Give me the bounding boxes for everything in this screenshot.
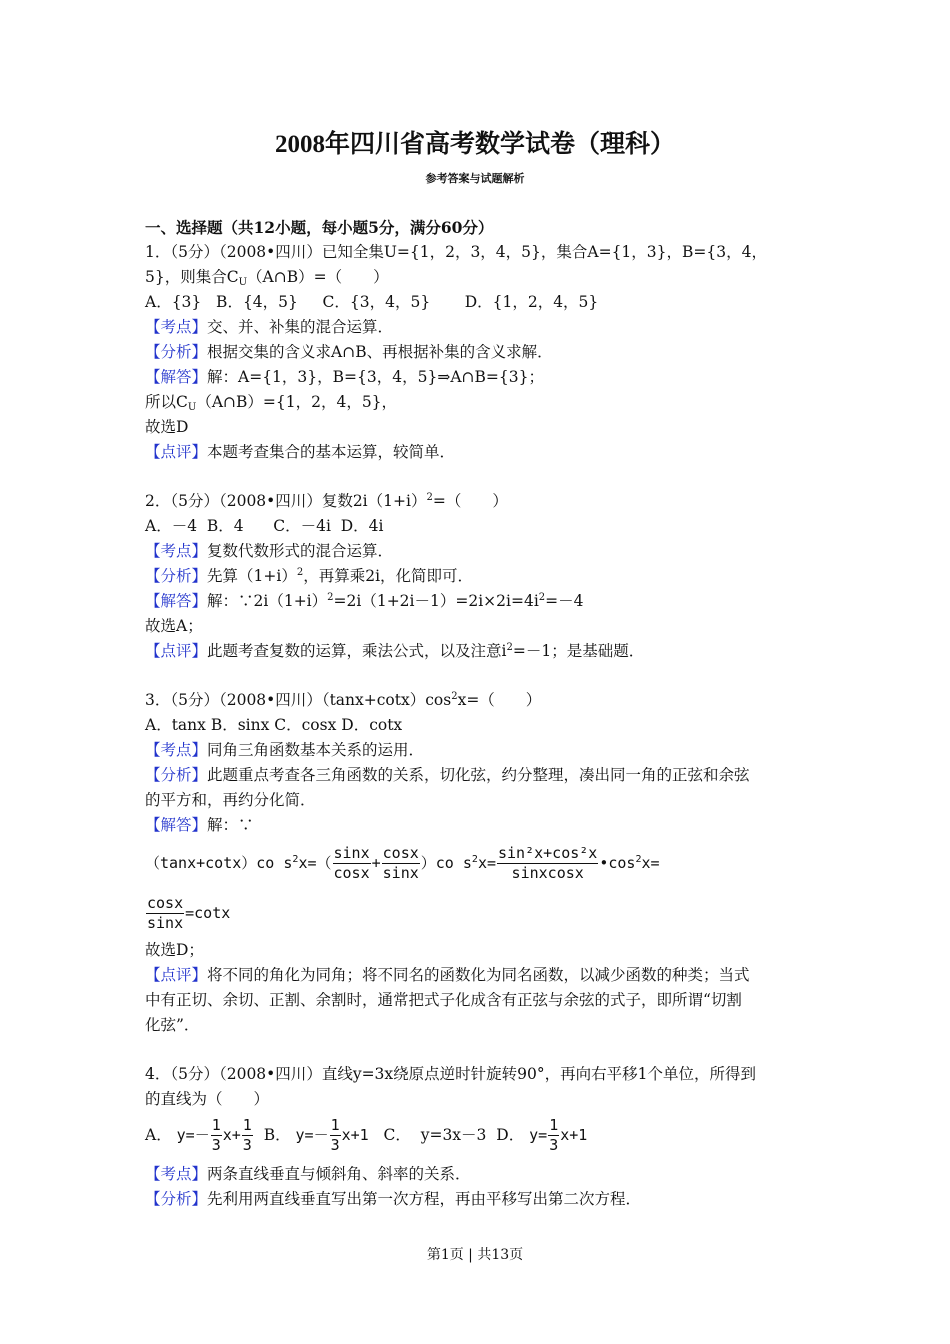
option-d-label: D． [496, 1126, 525, 1144]
superscript: 2 [451, 691, 458, 702]
numerator: 1 [242, 1116, 252, 1134]
denominator: sinxcosx [511, 864, 584, 882]
text: =（ ） [432, 492, 508, 510]
q3-fenxi-line2: 的平方和，再约分化简． [145, 791, 316, 809]
superscript: 2 [538, 592, 546, 603]
text: 两条直线垂直与倾斜角、斜率的关系． [207, 1165, 471, 1183]
fenxi-tag: 【分析】 [145, 766, 208, 784]
jieda-tag: 【解答】 [145, 816, 208, 834]
text: x+1 [560, 1126, 588, 1144]
document-title: 2008年四川省高考数学试卷（理科） [274, 131, 675, 158]
q3-dianping-line3: 化弦”． [145, 1016, 200, 1034]
q2-answer: 故选A； [145, 617, 203, 635]
q3-kaodian [145, 738, 424, 763]
option-b-label: B． [263, 1126, 291, 1144]
kaodian-tag: 【考点】 [145, 741, 208, 759]
q2-options: A．－4 B．4 C．－4i D．4i [145, 517, 384, 535]
text: 解：∵ [207, 816, 254, 834]
superscript: 2 [292, 854, 299, 865]
q3-answer: 故选D； [145, 941, 204, 959]
dianping-tag: 【点评】 [145, 642, 208, 660]
text: ）co s [420, 854, 472, 872]
fraction [330, 1116, 341, 1155]
fenxi-tag: 【分析】 [145, 1190, 208, 1208]
text: 此题考查复数的运算，乘法公式，以及注意i [207, 642, 507, 660]
document-subtitle: 参考答案与试题解析 [425, 172, 525, 185]
text: 5}，则集合C [145, 268, 239, 286]
q1-dianping [145, 440, 455, 465]
text: 3．（5分）（2008•四川）（tanx+cotx）cos [145, 691, 452, 709]
numerator: 1 [330, 1116, 340, 1134]
fraction [211, 1116, 222, 1155]
text: =cotx [185, 904, 231, 922]
text: 所以C [145, 393, 188, 411]
q1-fenxi [145, 340, 553, 365]
text: 同角三角函数基本关系的运用． [207, 741, 425, 759]
dianping-tag: 【点评】 [145, 966, 208, 984]
q4-stem-line2: 的直线为（ ） [145, 1090, 270, 1108]
text: 交、并、补集的混合运算． [207, 318, 394, 336]
q3-stem [145, 688, 541, 713]
option-b [295, 1116, 369, 1154]
q2-stem [145, 489, 508, 514]
jieda-tag: 【解答】 [145, 592, 208, 610]
numerator: cosx [382, 844, 419, 862]
superscript: 2 [506, 642, 513, 653]
denominator: sinx [147, 914, 184, 932]
text: （A∩B）=（ ） [247, 268, 389, 286]
text: =－4 [545, 592, 584, 610]
q2-kaodian [145, 539, 393, 564]
superscript: 2 [426, 492, 433, 503]
q4-fenxi [145, 1187, 641, 1212]
q1-jieda-line2 [145, 390, 397, 415]
q2-fenxi [145, 564, 473, 589]
text: x=（ [298, 854, 332, 872]
q1-options: A．{3} B．{4，5} C．{3，4，5} D．{1，2，4，5} [145, 293, 599, 311]
numerator: cosx [147, 894, 184, 912]
denominator: cosx [333, 864, 370, 882]
superscript: 2 [635, 854, 642, 865]
numerator: 1 [549, 1116, 559, 1134]
q1-jieda [145, 365, 544, 390]
option-c: C． y=3x－3 [383, 1126, 487, 1144]
dianping-tag: 【点评】 [145, 443, 208, 461]
q3-dianping-line2: 中有正切、余切、正割、余割时，通常把式子化成含有正弦与余弦的式子，即所谓“切割 [145, 991, 742, 1009]
denominator: sinx [382, 864, 419, 882]
q4-stem-line1: 4．（5分）（2008•四川）直线y=3x绕原点逆时针旋转90°，再向右平移1个单位，所得到 [145, 1065, 756, 1083]
option-a-label: A． [145, 1126, 172, 1144]
kaodian-tag: 【考点】 [145, 318, 208, 336]
text: =－1；是基础题． [512, 642, 645, 660]
jieda-tag: 【解答】 [145, 368, 208, 386]
text: ，再算乘2i，化简即可． [303, 567, 474, 585]
text: 先算（1+i） [207, 567, 297, 585]
q3-jieda [145, 813, 254, 838]
text: x= [477, 854, 496, 872]
q1-kaodian [145, 315, 393, 340]
text: 将不同的角化为同角；将不同名的函数化为同名函数，以减少函数的种类；当式 [207, 966, 750, 984]
q4-kaodian [145, 1162, 471, 1187]
text: （A∩B）={1，2，4，5}， [196, 393, 398, 411]
text: （tanx+cotx）co s [145, 854, 293, 872]
fraction [242, 1116, 253, 1155]
q3-options: A．tanx B．sinx C．cosx D．cotx [145, 716, 403, 734]
text: 复数代数形式的混合运算． [207, 542, 394, 560]
q1-stem-line1: 1．（5分）（2008•四川）已知全集U={1，2，3，4，5}，集合A={1，3}，B={3，4， [145, 243, 767, 261]
fenxi-tag: 【分析】 [145, 567, 208, 585]
fraction [146, 894, 184, 933]
text: x+1 [341, 1126, 369, 1144]
text: x= [641, 854, 660, 872]
text: y= [529, 1126, 548, 1144]
page-footer: 第1页 | 共13页 [426, 1247, 524, 1263]
q2-jieda [145, 589, 584, 614]
numerator: sin²x+cos²x [498, 844, 598, 862]
numerator: 1 [211, 1116, 221, 1134]
text: 解：A={1，3}，B={3，4，5}⇒A∩B={3}； [207, 368, 544, 386]
q3-fenxi [145, 763, 750, 788]
q1-stem-line2 [145, 265, 389, 290]
text: 2．（5分）（2008•四川）复数2i（1+i） [145, 492, 427, 510]
text: x=（ ） [457, 691, 542, 709]
fraction [333, 844, 371, 883]
denominator: 3 [549, 1136, 559, 1154]
text: 此题重点考查各三角函数的关系，切化弦，约分整理，凑出同一角的正弦和余弦 [207, 766, 750, 784]
q3-formula-line1 [145, 840, 660, 886]
text: 根据交集的含义求A∩B、再根据补集的含义求解． [207, 343, 553, 361]
option-a [176, 1116, 254, 1154]
q2-dianping [145, 639, 644, 664]
fraction [497, 844, 598, 883]
q4-options [145, 1112, 587, 1158]
fenxi-tag: 【分析】 [145, 343, 208, 361]
superscript: 2 [327, 592, 334, 603]
fraction [548, 1116, 559, 1155]
text: 解：∵2i（1+i） [207, 592, 328, 610]
kaodian-tag: 【考点】 [145, 542, 208, 560]
subscript: U [187, 402, 197, 413]
q1-answer: 故选D [145, 418, 189, 436]
numerator: sinx [333, 844, 370, 862]
fraction [382, 844, 420, 883]
text: 本题考查集合的基本运算，较简单． [207, 443, 456, 461]
text: •cos [599, 854, 636, 872]
q3-dianping [145, 963, 750, 988]
text: + [371, 854, 381, 872]
q3-formula-line2 [145, 890, 230, 936]
text: x+ [222, 1126, 241, 1144]
superscript: 2 [296, 567, 304, 578]
text: y=－ [176, 1126, 210, 1144]
text: y=－ [295, 1126, 329, 1144]
superscript: 2 [471, 854, 478, 865]
subscript: U [238, 277, 248, 288]
text: =2i（1+2i－1）=2i×2i=4i [333, 592, 539, 610]
denominator: 3 [242, 1136, 252, 1154]
denominator: 3 [211, 1136, 221, 1154]
text: 先利用两直线垂直写出第一次方程，再由平移写出第二次方程． [207, 1190, 642, 1208]
option-d [529, 1116, 588, 1154]
kaodian-tag: 【考点】 [145, 1165, 208, 1183]
denominator: 3 [330, 1136, 340, 1154]
section-header: 一、选择题（共12小题，每小题5分，满分60分） [145, 218, 494, 237]
